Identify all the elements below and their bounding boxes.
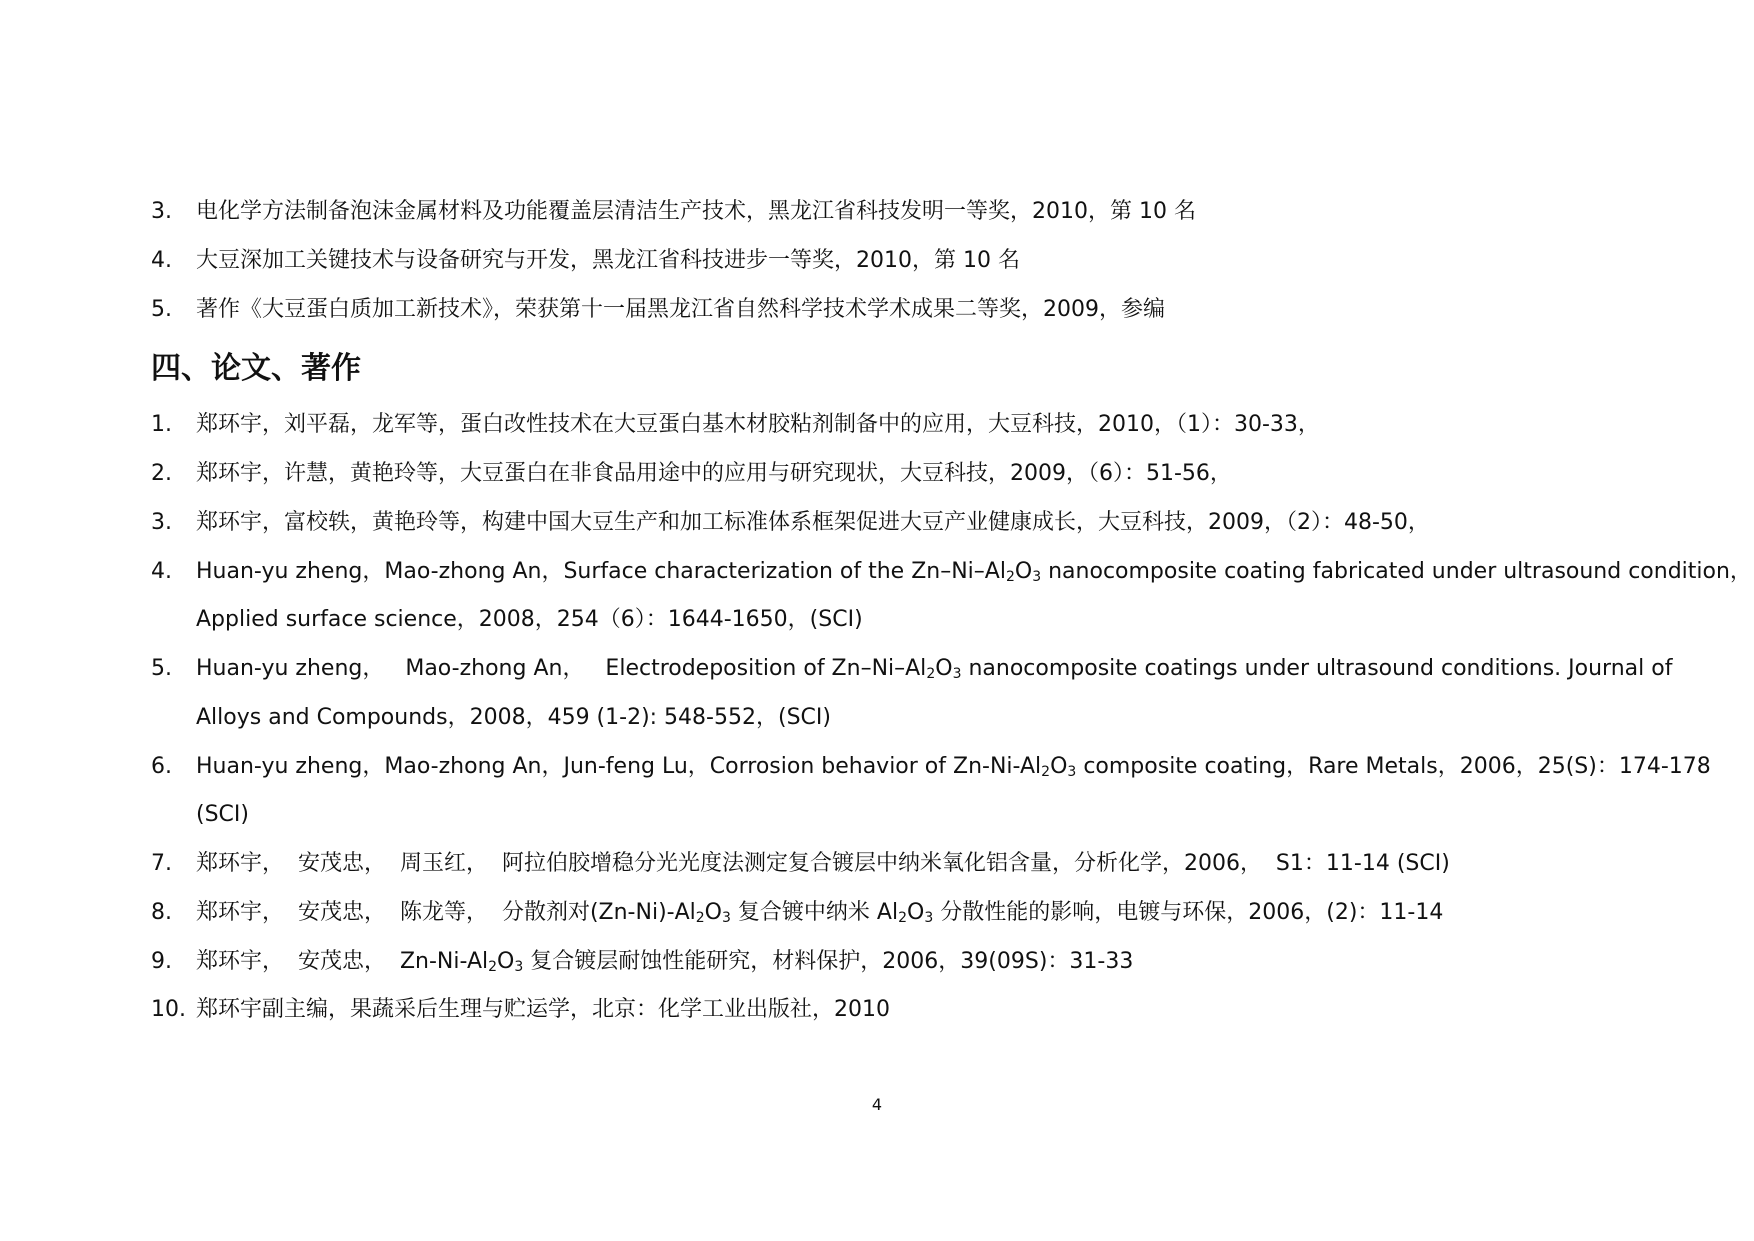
paper-item-3 [151,506,1621,540]
paper-item-1 [151,408,1621,442]
list-number: 8. [151,900,172,925]
award-text: 大豆深加工关键技术与设备研究与开发，黑龙江省科技进步一等奖，2010，第 10 名 [196,248,1020,273]
paper-item-5 [151,652,1673,686]
section-heading: 四、论文、著作 [151,351,361,386]
list-number: 5. [151,297,172,322]
paper-item-4 [151,555,1752,589]
list-number: 10. [151,997,186,1022]
list-number: 4. [151,559,172,584]
list-number: 2. [151,461,172,486]
award-text: 著作《大豆蛋白质加工新技术》，荣获第十一届黑龙江省自然科学技术学术成果二等奖，2009，参编 [196,297,1165,322]
list-number: 3. [151,199,172,224]
paper-text: 郑环宇，富校轶，黄艳玲等，构建中国大豆生产和加工标准体系框架促进大豆产业健康成长，大豆科技，2009，（2）：48-50， [196,510,1430,535]
paper-text: 郑环宇， 安茂忠， $Zn-Ni-Al_2O_3$ 复合镀层耐蚀性能研究，材料保护，2006，39(09S)：31-33 [196,949,1134,975]
paper-text: (SCI) [196,802,249,827]
paper-text: Huan-yu zheng， Mao-zhong An， Electrodeposition of $Zn-Ni-Al_2O_3$ nanocomposite coatings under ultrasound conditions. Journal of [196,656,1673,682]
paper-item-10 [151,993,1621,1027]
page-number: 4 [871,1095,883,1114]
paper-text: 郑环宇， 安茂忠， 周玉红， 阿拉伯胶增稳分光光度法测定复合镀层中纳米氧化铝含量，分析化学，2006， S1：11-14 (SCI) [196,851,1450,876]
paper-item-9 [151,945,1621,979]
list-number: 7. [151,851,172,876]
paper-text: Alloys and Compounds，2008，459 (1-2): 548-552，(SCI) [196,705,831,730]
award-item-3 [151,195,1621,229]
paper-text: 郑环宇，刘平磊，龙军等，蛋白改性技术在大豆蛋白基木材胶粘剂制备中的应用，大豆科技，2010，（1）：30-33， [196,412,1320,437]
paper-item-8 [151,896,1621,930]
list-number: 9. [151,949,172,974]
paper-item-2 [151,457,1621,491]
paper-text: 郑环宇， 安茂忠， 陈龙等， 分散剂对$(Zn-Ni)-Al_2O_3$ 复合镀中纳米 $Al_2O_3$ 分散性能的影响，电镀与环保，2006，(2)：11-14 [196,900,1444,926]
paper-item-6-continuation [151,798,1666,832]
paper-item-4-continuation [151,603,1666,637]
paper-text: 郑环宇副主编，果蔬采后生理与贮运学，北京：化学工业出版社，2010 [196,997,890,1022]
paper-text: Huan-yu zheng，Mao-zhong An，Surface characterization of the $Zn-Ni-Al_2O_3$ nanocomposite coating fabricated under ultrasound condition， [196,559,1752,585]
list-number: 6. [151,754,172,779]
paper-item-7 [151,847,1621,881]
award-item-4 [151,244,1621,278]
paper-text: Applied surface science，2008，254（6）：1644-1650，(SCI) [196,607,863,632]
list-number: 3. [151,510,172,535]
list-number: 4. [151,248,172,273]
list-number: 1. [151,412,172,437]
award-text: 电化学方法制备泡沫金属材料及功能覆盖层清洁生产技术，黑龙江省科技发明一等奖，2010，第 10 名 [196,199,1196,224]
list-number: 5. [151,656,172,681]
award-item-5 [151,293,1621,327]
paper-item-5-continuation [151,701,1666,735]
paper-text: 郑环宇，许慧，黄艳玲等，大豆蛋白在非食品用途中的应用与研究现状，大豆科技，2009，（6）：51-56， [196,461,1232,486]
paper-item-6 [151,750,1711,784]
paper-text: Huan-yu zheng，Mao-zhong An，Jun-feng Lu，Corrosion behavior of $Zn-Ni-Al_2O_3$ composite coating，Rare Metals，2006，25(S)：174-178 [196,754,1711,780]
